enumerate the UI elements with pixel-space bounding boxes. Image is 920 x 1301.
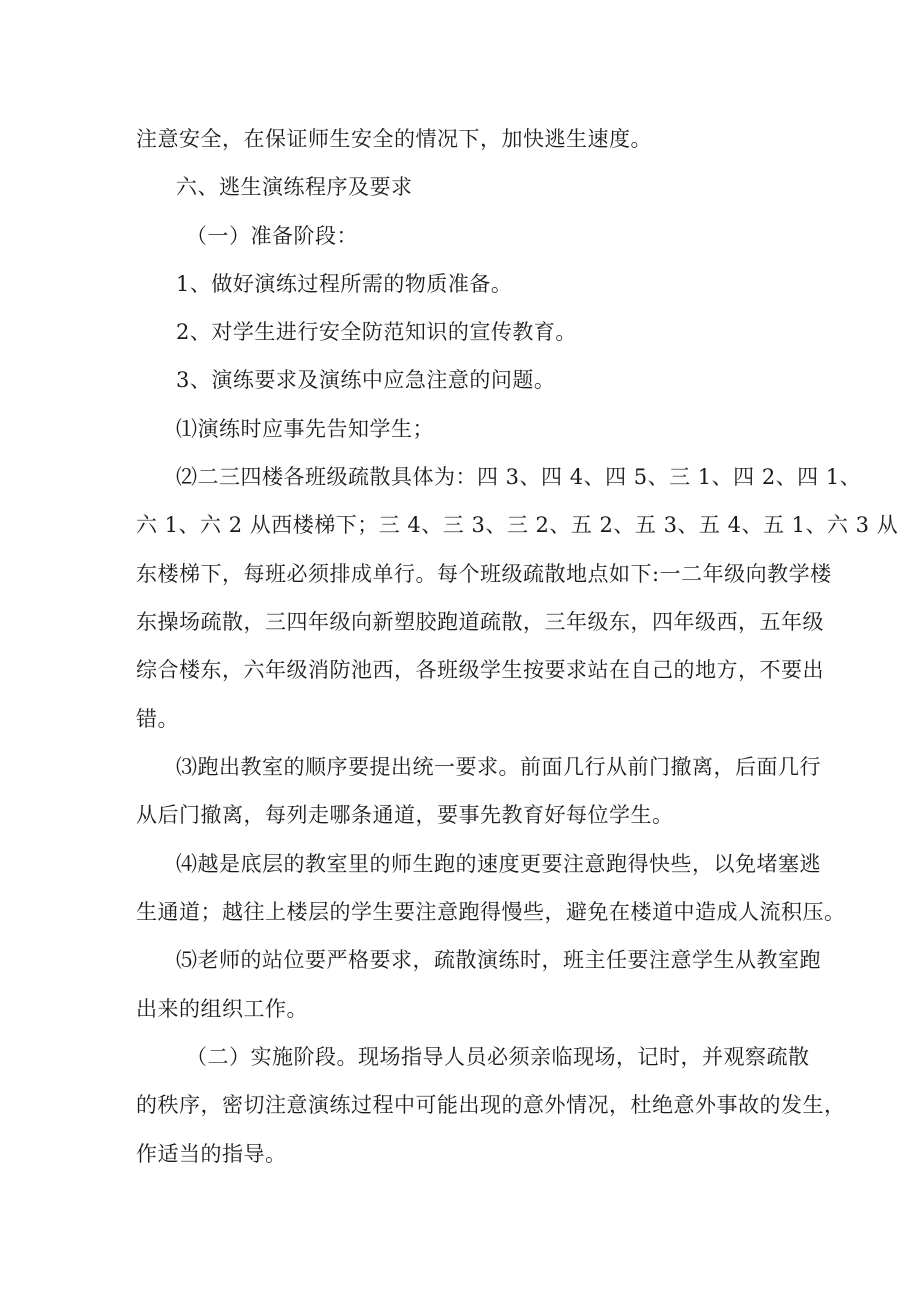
paragraph-line: ⑶跑出教室的顺序要提出统一要求。前面几行从前门撤离，后面几行 <box>176 755 821 779</box>
paragraph-line: ⑵二三四楼各班级疏散具体为：四 3、四 4、四 5、三 1、四 2、四 1、 <box>176 465 862 489</box>
list-item: 1、做好演练过程所需的物质准备。 <box>176 272 513 296</box>
paragraph-line: 错。 <box>136 707 179 731</box>
paragraph-line: 作适当的指导。 <box>136 1142 287 1166</box>
paragraph-line: 出来的组织工作。 <box>136 997 308 1021</box>
paragraph-line: 东楼梯下，每班必须排成单行。每个班级疏散地点如下:一二年级向教学楼 <box>136 562 832 586</box>
paragraph-line: ⑷越是底层的教室里的师生跑的速度更要注意跑得快些，以免堵塞逃 <box>176 852 821 876</box>
paragraph-line: ⑸老师的站位要严格要求，疏散演练时，班主任要注意学生从教室跑 <box>176 948 821 972</box>
paragraph-line: 的秩序，密切注意演练过程中可能出现的意外情况，杜绝意外事故的发生， <box>136 1093 846 1117</box>
paragraph-line: 东操场疏散，三四年级向新塑胶跑道疏散，三年级东，四年级西，五年级 <box>136 610 824 634</box>
subsection-heading: （一）准备阶段： <box>186 224 358 248</box>
paragraph-line: 综合楼东，六年级消防池西，各班级学生按要求站在自己的地方，不要出 <box>136 658 824 682</box>
list-item: 3、演练要求及演练中应急注意的问题。 <box>176 368 556 392</box>
section-heading: 六、逃生演练程序及要求 <box>176 175 413 199</box>
paragraph-line: （二）实施阶段。现场指导人员必须亲临现场，记时，并观察疏散 <box>186 1045 810 1069</box>
paragraph-line: 注意安全，在保证师生安全的情况下，加快逃生速度。 <box>136 127 652 151</box>
list-item: ⑴演练时应事先告知学生； <box>176 417 434 441</box>
paragraph-line: 生通道；越往上楼层的学生要注意跑得慢些，避免在楼道中造成人流积压。 <box>136 900 846 924</box>
list-item: 2、对学生进行安全防范知识的宣传教育。 <box>176 320 577 344</box>
paragraph-line: 六 1、六 2 从西楼梯下；三 4、三 3、三 2、五 2、五 3、五 4、五 1、六 3 从 <box>136 513 899 537</box>
paragraph-line: 从后门撤离，每列走哪条通道，要事先教育好每位学生。 <box>136 803 674 827</box>
